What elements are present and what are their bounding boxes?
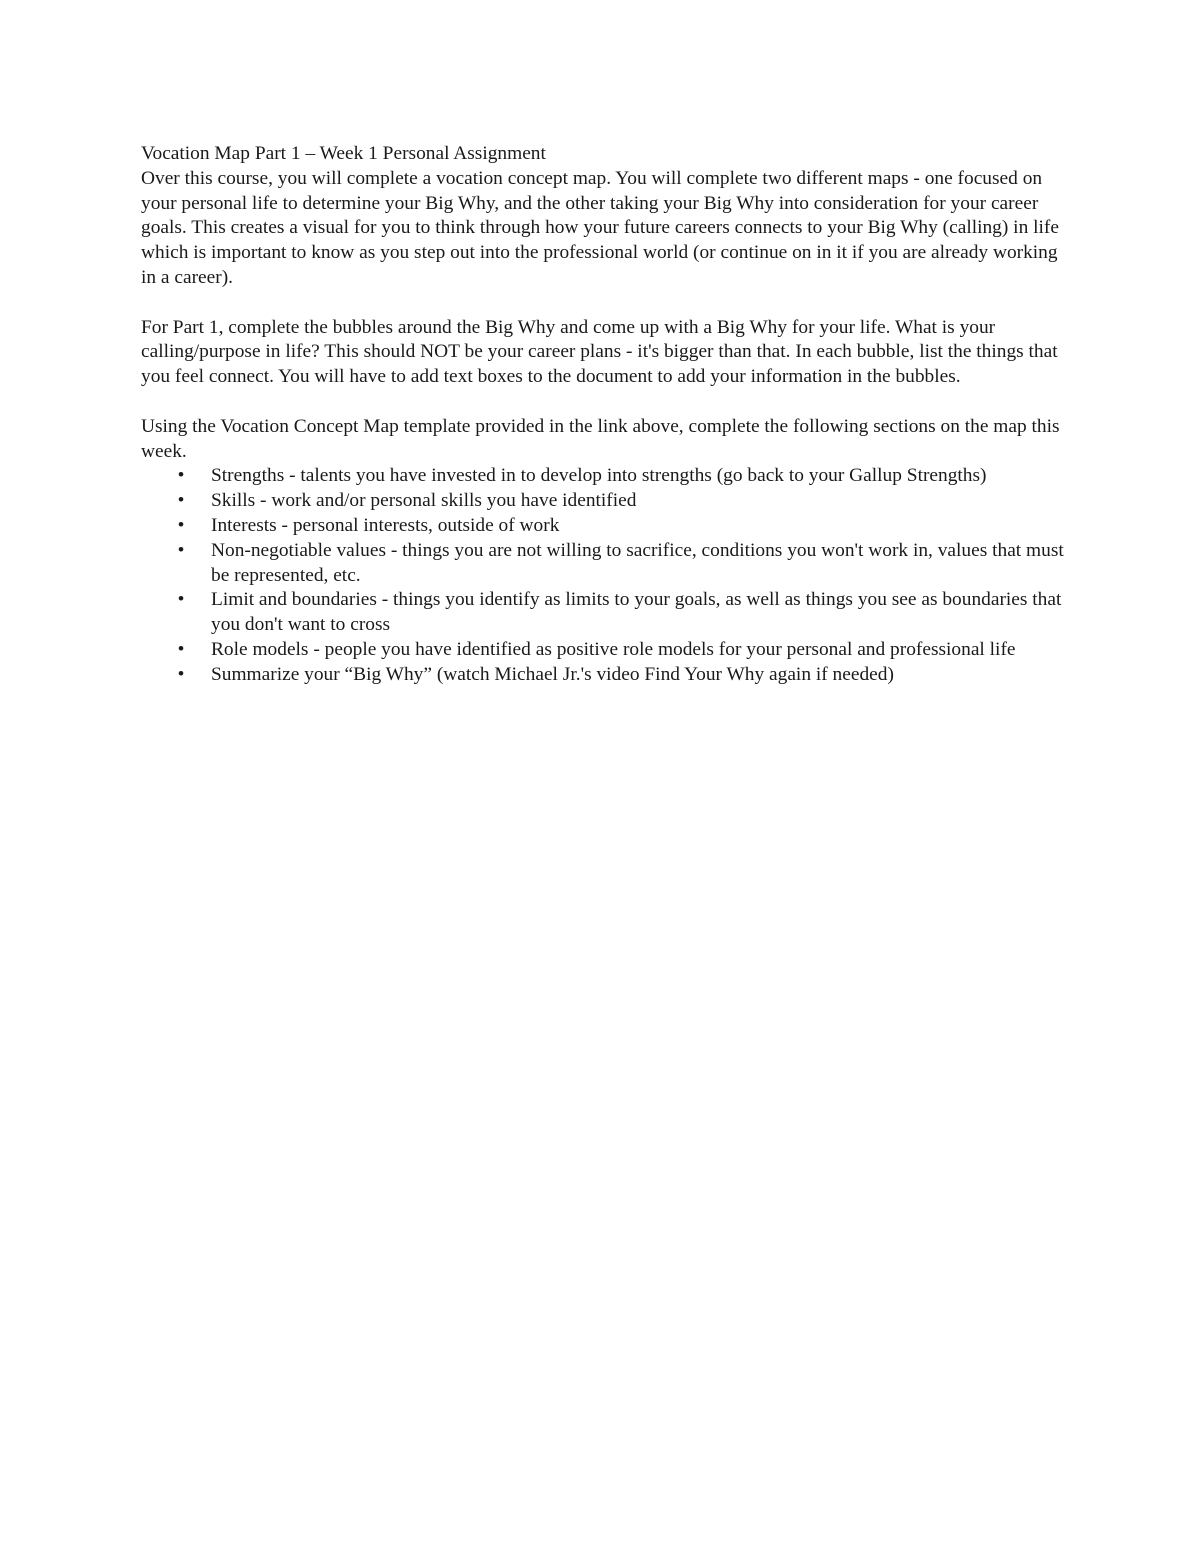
bullet-icon: •	[177, 514, 185, 536]
intro-paragraph: Over this course, you will complete a vocation concept map. You will complete two different maps - one focused on your personal life to determine your Big Why, and the other taking your Big Why into consideration for your career goals. This creates a visual for you to think through how your future careers connects to your Big Why (calling) in life which is important to know as you step out into the professional world (or continue on in it if you are already working in a career).	[141, 167, 1059, 288]
list-item-text: Interests - personal interests, outside of work	[211, 514, 560, 536]
list-item	[141, 539, 1066, 589]
bullet-icon: •	[177, 539, 185, 561]
bullet-icon: •	[177, 490, 185, 512]
list-item	[141, 489, 1066, 514]
list-item-text: Limit and boundaries - things you identify as limits to your goals, as well as things you see as boundaries that you don't want to cross	[211, 589, 1062, 636]
list-item-text: Non-negotiable values - things you are not willing to sacrifice, conditions you won't work in, values that must be represented, etc.	[211, 539, 1064, 586]
list-item-text: Strengths - talents you have invested in to develop into strengths (go back to your Gallup Strengths)	[211, 465, 987, 487]
list-item-text: Role models - people you have identified as positive role models for your personal and professional life	[211, 638, 1016, 660]
list-item	[141, 588, 1066, 638]
bullet-icon: •	[177, 589, 185, 611]
part1-paragraph: For Part 1, complete the bubbles around the Big Why and come up with a Big Why for your life. What is your calling/purpose in life? This should NOT be your career plans - it's bigger than that. In each bubble, list the things that you feel connect. You will have to add text boxes to the document to add your information in the bubbles.	[141, 316, 1058, 388]
paragraph-spacer	[141, 291, 1066, 316]
bullet-icon: •	[177, 638, 185, 660]
list-item	[141, 638, 1066, 663]
list-item-text: Summarize your “Big Why” (watch Michael Jr.'s video Find Your Why again if needed)	[211, 663, 894, 685]
paragraph-spacer	[141, 390, 1066, 415]
bullet-icon: •	[177, 663, 185, 685]
list-item	[141, 514, 1066, 539]
instructions-paragraph: Using the Vocation Concept Map template provided in the link above, complete the following sections on the map this week.	[141, 415, 1060, 462]
sections-list	[141, 464, 1066, 687]
document-title: Vocation Map Part 1 – Week 1 Personal Assignment	[141, 143, 546, 164]
bullet-icon: •	[177, 465, 185, 487]
list-item	[141, 663, 1066, 688]
list-item	[141, 464, 1066, 489]
list-item-text: Skills - work and/or personal skills you have identified	[211, 490, 637, 512]
document-body	[141, 142, 1066, 688]
